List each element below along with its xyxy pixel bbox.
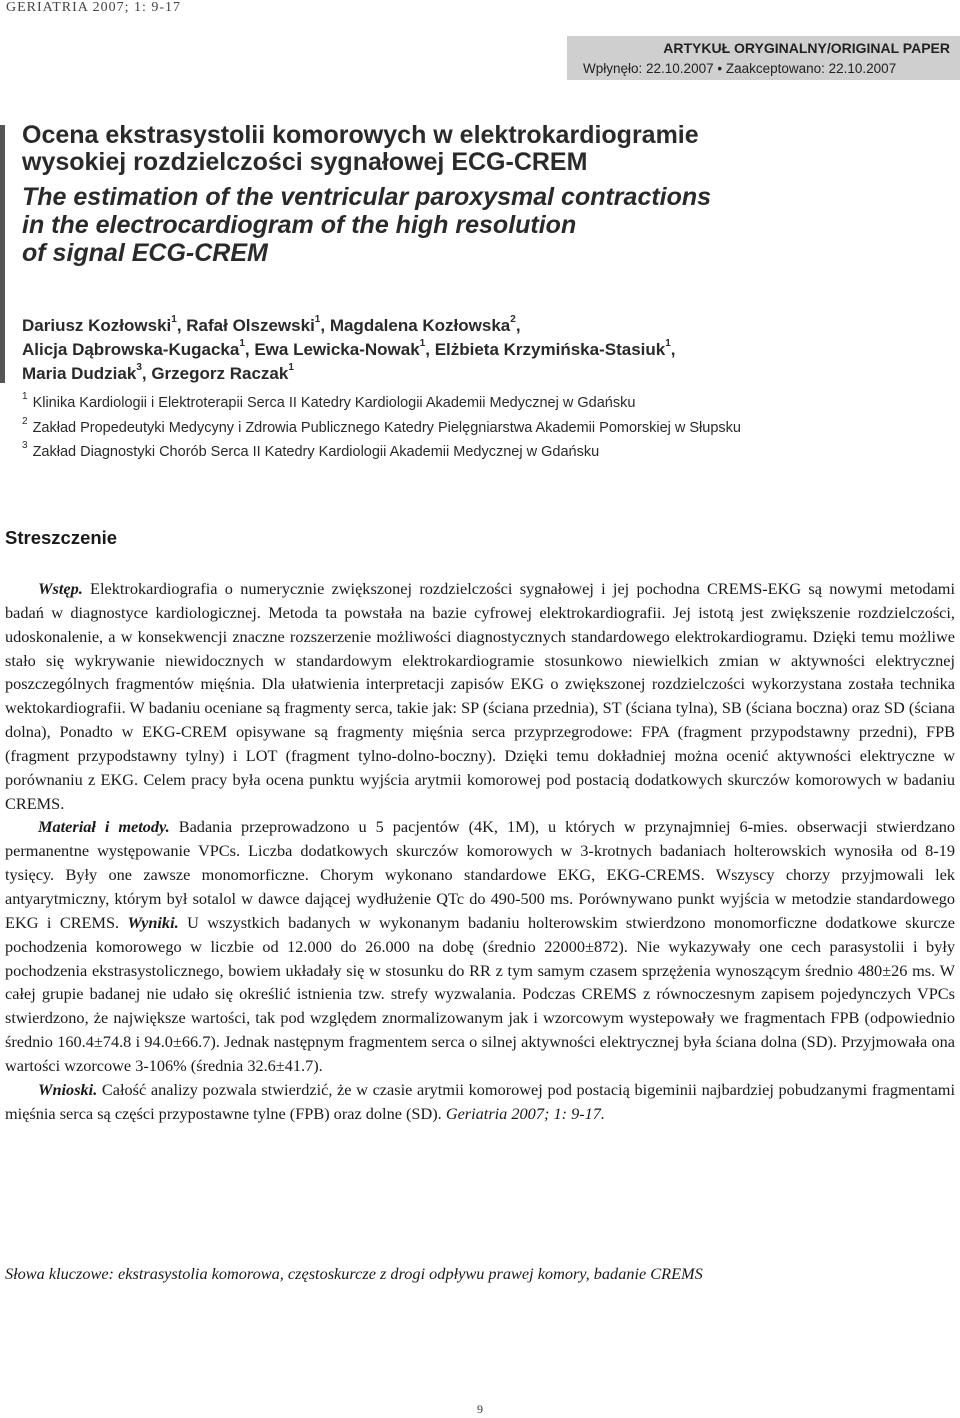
keywords: Słowa kluczowe: ekstrasystolia komorowa, częstoskurcze z drogi odpływu prawej komory, badanie CREMS — [5, 1264, 703, 1283]
abstract-intro-paragraph — [5, 577, 955, 815]
abstract-conclusions-label: Wnioski. — [38, 1079, 98, 1099]
title-english — [22, 183, 711, 267]
title-english-line: The estimation of the ventricular paroxysmal contractions — [22, 183, 712, 211]
author-affiliation-mark: 1 — [665, 338, 671, 350]
affiliation-number: 3 — [22, 440, 28, 452]
page-number: 9 — [477, 1402, 483, 1416]
author-name: Dariusz Kozłowski — [22, 316, 172, 335]
title-polish — [22, 122, 699, 176]
affiliation-item — [22, 416, 741, 441]
running-head: GERIATRIA 2007; 1: 9-17 — [6, 0, 182, 15]
author-line — [22, 338, 676, 362]
title-english-line: in the electrocardiogram of the high resolution — [22, 211, 577, 239]
author-separator: , — [425, 340, 435, 359]
author-separator: , — [244, 340, 255, 359]
abstract-results-label: Wyniki. — [127, 912, 179, 932]
author-name: Maria Dudziak — [22, 364, 137, 383]
article-dates: Wpłynęło: 22.10.2007 • Zaakceptowano: 22.10.2007 — [583, 61, 897, 76]
affiliation-number: 2 — [22, 415, 28, 427]
article-header-box — [567, 36, 960, 80]
author-affiliation-mark: 1 — [288, 362, 294, 374]
abstract-body — [5, 577, 955, 1125]
affiliation-item — [22, 391, 741, 416]
affiliation-text: Zakład Diagnostyki Chorób Serca II Katedry Kardiologii Akademii Medycznej w Gdańsku — [32, 444, 600, 460]
author-name: Elżbieta Krzymińska-Stasiuk — [434, 340, 666, 359]
affiliation-list — [22, 391, 741, 465]
abstract-heading: Streszczenie — [5, 527, 118, 548]
article-type: ARTYKUŁ ORYGINALNY/ORIGINAL PAPER — [663, 40, 950, 56]
author-name: Magdalena Kozłowska — [329, 316, 511, 335]
author-list — [22, 314, 676, 386]
author-separator: , — [320, 316, 330, 335]
abstract-intro-label: Wstęp. — [38, 579, 83, 598]
author-affiliation-mark: 1 — [239, 338, 245, 350]
author-name: Ewa Lewicka-Nowak — [254, 340, 420, 359]
affiliation-number: 1 — [22, 391, 28, 403]
author-name: Grzegorz Raczak — [151, 364, 289, 383]
title-english-line: of signal ECG-CREM — [22, 239, 268, 267]
abstract-results-text: U wszystkich badanych w wykonanym badaniu holterowskim stwierdzono monomorficzne dodatkowe skurcze pochodzenia komorowego w liczbie od 12.000 do 26.000 na dobę (średnio 22000±872). Nie wykazywały one cech parasystolii i były pochodzenia ekstrasystolicznego, bowiem układały się w stosunku do RR z tym samym czasem sprzężenia wynoszącym średnio 480±26 ms. W całej grupie badanej nie udało się określić istnienia tzw. strefy wyzwalania. Podczas CREMS z równoczesnym zapisem pojedynczych VPCs stwierdzono, że największe wartości, tak pod względem znormalizowanym jak i wzorcowym wystepowały we fragmentach FPB (odpowiednio średnio 160.4±74.8 i 94.0±66.7). Jednak następnym fragmentem serca o silnej aktywności elektrycznej była ściana dolna (SD). Przyjmowała ona wartości wzorcowe 3-106% (średnia 32.6±41.7). — [5, 912, 956, 1075]
affiliation-text: Klinika Kardiologii i Elektroterapii Serca II Katedry Kardiologii Akademii Medycznej w Gdańsku — [32, 395, 636, 411]
abstract-methods-text: Badania przeprowadzono u 5 pacjentów (4K, 1M), u których w przynajmniej 6-mies. obserwacji stwierdzano permanentne występowanie VPCs. Liczba dodatkowych skurczów komorowych w 3-krotnych badaniach holterowskich wynosiła od 8-19 tysięcy. Były one zawsze monomorficzne. Chorym wykonano standardowe EKG, EKG-CREMS. Wszyscy chorzy przyjmowali lek antyarytmiczny, którym był sotalol w dawce dającej wydłużenie QTc do 490-500 ms. Porównywano punkt wyjścia w metodzie standardowego EKG i CREMS. — [5, 817, 955, 932]
abstract-intro-text: Elektrokardiografia o numerycznie zwiększonej rozdzielczości sygnałowej i jej pochodna CREMS-EKG są nowymi metodami badań w diagnostyce kardiologicznej. Metoda ta powstała na bazie cyfrowej elektrokardiografii. Jej istotą jest zwiększenie rozdzielczości, udoskonalenie, a w konsekwencji znaczne rozszerzenie możliwości diagnostycznych standardowego elektrokardiogramu. Dzięki temu możliwe stało się wykrywanie niewidocznych w standardowym elektrokardiogramie stosunkowo niewielkich zmian w aktywności elektrycznej poszczególnych fragmentów mięśnia. Dla ułatwienia interpretacji zapisów EKG o zwiększonej rozdzielczości wykorzystana została technika wektokardiografii. W badaniu oceniane są fragmenty serca, takie jak: SP (ściana przednia), ST (ściana tylna), SB (ściana boczna) oraz SD (ściana dolna), Ponadto w EKG-CREM opisywane są fragmenty mięśnia serca przyprzegrodowe: FPA (fragment przypodstawny przedni), FPB (fragment przypodstawny tylny) i LOT (fragment tylno-dolno-boczny). Dzięki temu dokładniej można ocenić aktywności elektryczne w porównaniu z EKG. Celem pracy była ocena punktu wyjścia arytmii komorowej pod postacią dodatkowych skurczów komorowych w badaniu CREMS. — [5, 579, 955, 813]
author-affiliation-mark: 1 — [314, 314, 321, 326]
title-polish-line: wysokiej rozdzielczości sygnałowej ECG-CREM — [22, 148, 588, 176]
abstract-conclusions-paragraph — [5, 1078, 955, 1126]
author-separator: , — [141, 364, 152, 383]
affiliation-item — [22, 440, 741, 465]
abstract-citation: Geriatria 2007; 1: 9-17. — [445, 1103, 605, 1123]
author-affiliation-mark: 2 — [510, 314, 516, 326]
author-line — [22, 362, 676, 386]
title-polish-line: Ocena ekstrasystolii komorowych w elektrokardiogramie — [22, 121, 699, 149]
title-accent-bar — [0, 125, 5, 383]
author-name: Alicja Dąbrowska-Kugacka — [22, 340, 240, 359]
author-separator: , — [670, 340, 676, 359]
author-affiliation-mark: 1 — [419, 338, 426, 350]
author-name: Rafał Olszewski — [186, 316, 315, 335]
abstract-conclusions-text: Całość analizy pozwala stwierdzić, że w czasie arytmii komorowej pod postacią bigeminii najbardziej pobudzanymi fragmentami mięśnia serca są części przypostawne tylne (FPB) oraz dolne (SD). — [5, 1079, 955, 1123]
abstract-methods-label: Materiał i metody. — [38, 817, 170, 837]
author-line — [22, 314, 676, 338]
author-separator: , — [176, 316, 187, 335]
author-affiliation-mark: 1 — [171, 314, 177, 326]
author-affiliation-mark: 3 — [136, 362, 142, 374]
author-separator: , — [515, 316, 521, 335]
abstract-methods-paragraph — [5, 815, 955, 1077]
affiliation-text: Zakład Propedeutyki Medycyny i Zdrowia Publicznego Katedry Pielęgniarstwa Akademii Pomorskiej w Słupsku — [32, 419, 741, 436]
